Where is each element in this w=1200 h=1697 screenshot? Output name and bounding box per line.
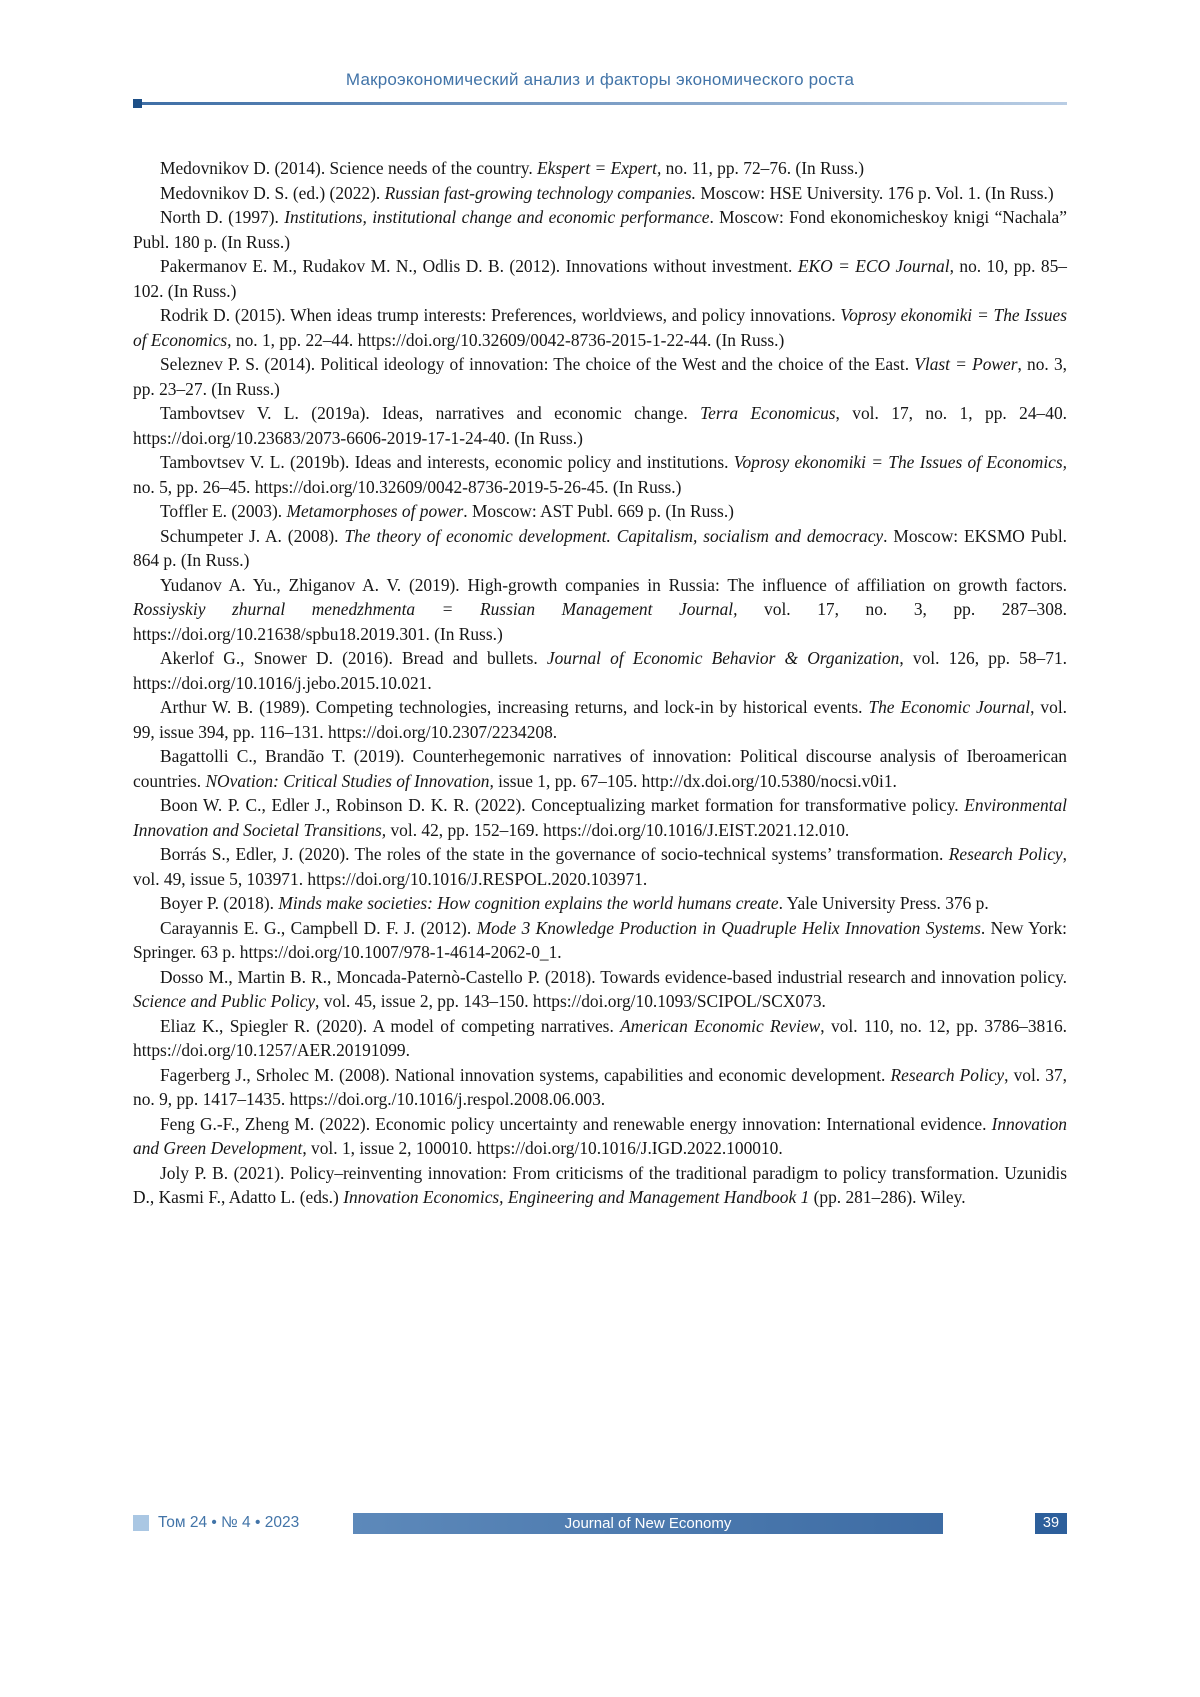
reference-text: Bagattolli C., Brandão T. (2019). Counterhegemonic narratives of innovation: Political discourse analysis of Iberoamerican countries. xyxy=(133,746,1067,791)
running-title: Макроэкономический анализ и факторы экономического роста xyxy=(345,70,855,89)
reference-text: . New York: Springer. 63 p. https://doi.org/10.1007/978-1-4614-2062-0_1. xyxy=(133,917,1068,962)
reference-text: Boyer P. (2018). xyxy=(160,893,279,913)
reference-text: no. 1, pp. 22–44. https://doi.org/10.32609/0042-8736-2015-1-22-44. (In Russ.) xyxy=(231,329,785,350)
reference-text: Schumpeter J. A. (2008). xyxy=(160,525,345,546)
reference-source-title: Vlast = Power xyxy=(914,354,1018,374)
reference-text: Feng G.-F., Zheng M. (2022). Economic policy uncertainty and renewable energy innovation: International evidence. xyxy=(160,1113,992,1134)
reference-text: Tambovtsev V. L. (2019b). Ideas and interests, economic policy and institutions. xyxy=(160,452,734,472)
reference-source-title: Rossiyskiy zhurnal menedzhmenta = Russian Management Journal, xyxy=(133,599,738,619)
reference-source-title: Journal of Economic Behavior & Organization xyxy=(546,648,900,668)
reference-text: Borrás S., Edler, J. (2020). The roles of the state in the governance of socio-technical systems’ transformation. xyxy=(160,844,949,864)
reference-text: . Moscow: Fond ekonomicheskoy knigi “Nachala” Publ. 180 p. (In Russ.) xyxy=(133,207,1067,252)
reference-text: , vol. 110, no. 12, pp. 3786–3816. https://doi.org/10.1257/AER.20191099. xyxy=(133,1015,1067,1060)
reference-source-title: Research Policy xyxy=(890,1064,1005,1085)
reference-text: Dosso M., Martin B. R., Moncada-Paternò-Castello P. (2018). Towards evidence-based industrial research and innovation policy. xyxy=(160,966,1067,987)
reference-source-title: Innovation and Green Development xyxy=(133,1113,1067,1158)
reference-source-title: Minds make societies: How cognition explains the world humans create xyxy=(278,893,779,913)
reference-source-title: Science and Public Policy xyxy=(133,991,316,1011)
reference-entry xyxy=(133,181,1067,206)
reference-entry xyxy=(133,891,1067,916)
footer-marker-square-icon xyxy=(133,1515,149,1531)
page-number-badge: 39 xyxy=(1035,1513,1067,1534)
reference-text: , vol. 1, issue 2, 100010. https://doi.org/10.1016/J.IGD.2022.100010. xyxy=(302,1138,783,1158)
reference-entry xyxy=(133,1014,1067,1063)
reference-source-title: The theory of economic development. Capitalism, socialism and democracy xyxy=(344,525,884,546)
reference-entry xyxy=(133,744,1067,793)
reference-source-title: Research Policy xyxy=(948,844,1063,864)
reference-text: no. 5, pp. 26–45. https://doi.org/10.32609/0042-8736-2019-5-26-45. (In Russ.) xyxy=(133,476,682,497)
reference-text: vol. 17, no. 3, pp. 287–308. https://doi.org/10.21638/spbu18.2019.301. (In Russ.) xyxy=(133,599,1067,644)
reference-text: Eliaz K., Spiegler R. (2020). A model of competing narratives. xyxy=(160,1015,621,1036)
reference-entry xyxy=(133,352,1067,401)
reference-text: Toffler E. (2003). xyxy=(160,501,287,521)
reference-text: Arthur W. B. (1989). Competing technologies, increasing returns, and lock-in by historical events. xyxy=(160,697,869,717)
page-footer xyxy=(133,1512,1067,1534)
reference-entry xyxy=(133,499,1067,524)
reference-text: , vol. 49, issue 5, 103971. https://doi.org/10.1016/J.RESPOL.2020.103971. xyxy=(133,844,1067,889)
reference-source-title: Metamorphoses of power xyxy=(286,501,464,521)
reference-source-title: Institutions, institutional change and economic performance xyxy=(284,207,710,227)
reference-entry xyxy=(133,254,1067,303)
reference-source-title: The Economic Journal xyxy=(868,697,1031,717)
reference-source-title: Voprosy ekonomiki = The Issues of Economics, xyxy=(733,452,1067,472)
reference-text: , vol. 45, issue 2, pp. 143–150. https://doi.org/10.1093/SCIPOL/SCX073. xyxy=(315,991,826,1011)
reference-source-title: Mode 3 Knowledge Production in Quadruple Helix Innovation Systems xyxy=(476,917,981,938)
reference-text: Boon W. P. C., Edler J., Robinson D. K. R. (2022). Conceptualizing market formation for transformative policy. xyxy=(160,795,965,815)
reference-source-title: NOvation: Critical Studies of Innovation, xyxy=(205,770,494,791)
journal-name: Journal of New Economy xyxy=(564,1514,732,1532)
reference-entry xyxy=(133,965,1067,1014)
reference-text: no. 11, pp. 72–76. (In Russ.) xyxy=(661,158,865,178)
reference-entry xyxy=(133,401,1067,450)
reference-entry xyxy=(133,573,1067,647)
reference-text: Rodrik D. (2015). When ideas trump interests: Preferences, worldviews, and policy innovations. xyxy=(160,305,841,325)
reference-text: , vol. 37, no. 9, pp. 1417–1435. https://doi.org./10.1016/j.respol.2008.06.003. xyxy=(133,1064,1068,1109)
reference-text: , vol. 17, no. 1, pp. 24–40. https://doi.org/10.23683/2073-6606-2019-17-1-24-40. (In Russ.) xyxy=(133,403,1067,448)
reference-entry xyxy=(133,1063,1067,1112)
reference-source-title: Terra Economicus xyxy=(700,403,836,423)
reference-text: . Moscow: AST Publ. 669 p. (In Russ.) xyxy=(463,501,734,521)
reference-text: Carayannis E. G., Campbell D. F. J. (2012). xyxy=(160,917,477,938)
reference-text: , vol. 126, pp. 58–71. https://doi.org/10.1016/j.jebo.2015.10.021. xyxy=(133,648,1067,693)
volume-issue-label: Том 24 • № 4 • 2023 xyxy=(158,1514,300,1531)
reference-text: Joly P. B. (2021). Policy–reinventing innovation: From criticisms of the traditional paradigm to policy transformation. Uzunidis D., Kasmi F., Adatto L. (eds.) xyxy=(133,1162,1067,1207)
reference-entry xyxy=(133,450,1067,499)
reference-text: (pp. 281–286). Wiley. xyxy=(809,1187,966,1207)
reference-source-title: Ekspert = Expert, xyxy=(537,158,662,178)
reference-source-title: Voprosy ekonomiki = The Issues of Economics, xyxy=(133,305,1068,350)
reference-entry xyxy=(133,842,1067,891)
reference-entry xyxy=(133,916,1067,965)
reference-text: , no. 10, pp. 85–102. (In Russ.) xyxy=(133,256,1067,301)
volume-block xyxy=(133,1514,331,1532)
reference-entry xyxy=(133,524,1067,573)
reference-text: . Yale University Press. 376 p. xyxy=(778,893,989,913)
reference-source-title: Innovation Economics, Engineering and Management Handbook 1 xyxy=(343,1187,810,1207)
reference-text: Akerlof G., Snower D. (2016). Bread and bullets. xyxy=(160,648,547,668)
reference-text: Medovnikov D. (2014). Science needs of the country. xyxy=(160,158,538,178)
references-list xyxy=(133,156,1067,1210)
reference-text: Yudanov A. Yu., Zhiganov A. V. (2019). High-growth companies in Russia: The influence of affiliation on growth factors. xyxy=(160,574,1067,595)
reference-source-title: American Economic Review xyxy=(620,1015,821,1036)
reference-entry xyxy=(133,205,1067,254)
reference-source-title: Environmental Innovation and Societal Transitions, xyxy=(133,795,1067,840)
reference-text: Tambovtsev V. L. (2019a). Ideas, narratives and economic change. xyxy=(160,403,701,423)
reference-entry xyxy=(133,695,1067,744)
reference-entry xyxy=(133,1112,1067,1161)
header-rule-line xyxy=(142,102,1067,105)
reference-text: issue 1, pp. 67–105. http://dx.doi.org/10.5380/nocsi.v0i1. xyxy=(493,770,897,791)
reference-text: , vol. 99, issue 394, pp. 116–131. https://doi.org/10.2307/2234208. xyxy=(133,697,1068,742)
reference-text: Medovnikov D. S. (ed.) (2022). xyxy=(160,182,385,203)
reference-entry xyxy=(133,303,1067,352)
reference-text: Seleznev P. S. (2014). Political ideology of innovation: The choice of the West and the choice of the East. xyxy=(160,354,915,374)
reference-entry xyxy=(133,646,1067,695)
reference-entry xyxy=(133,793,1067,842)
reference-entry xyxy=(133,156,1067,181)
reference-text: , no. 3, pp. 23–27. (In Russ.) xyxy=(133,354,1067,399)
reference-text: . Moscow: EKSMO Publ. 864 p. (In Russ.) xyxy=(133,525,1067,570)
reference-text: Fagerberg J., Srholec M. (2008). National innovation systems, capabilities and economic development. xyxy=(160,1064,891,1085)
header-rule xyxy=(133,99,1067,108)
reference-text: vol. 42, pp. 152–169. https://doi.org/10.1016/J.EIST.2021.12.010. xyxy=(386,819,850,840)
page-header xyxy=(133,70,1067,108)
reference-text: Moscow: HSE University. 176 p. Vol. 1. (In Russ.) xyxy=(696,182,1054,203)
reference-text: Pakermanov E. M., Rudakov M. N., Odlis D. B. (2012). Innovations without investment. xyxy=(160,256,798,276)
reference-source-title: EKO = ECO Journal xyxy=(797,256,950,276)
reference-source-title: Russian fast-growing technology companies. xyxy=(384,182,697,203)
journal-name-bar xyxy=(353,1513,943,1534)
reference-entry xyxy=(133,1161,1067,1210)
header-rule-square-icon xyxy=(133,99,142,108)
reference-text: North D. (1997). xyxy=(160,207,285,227)
